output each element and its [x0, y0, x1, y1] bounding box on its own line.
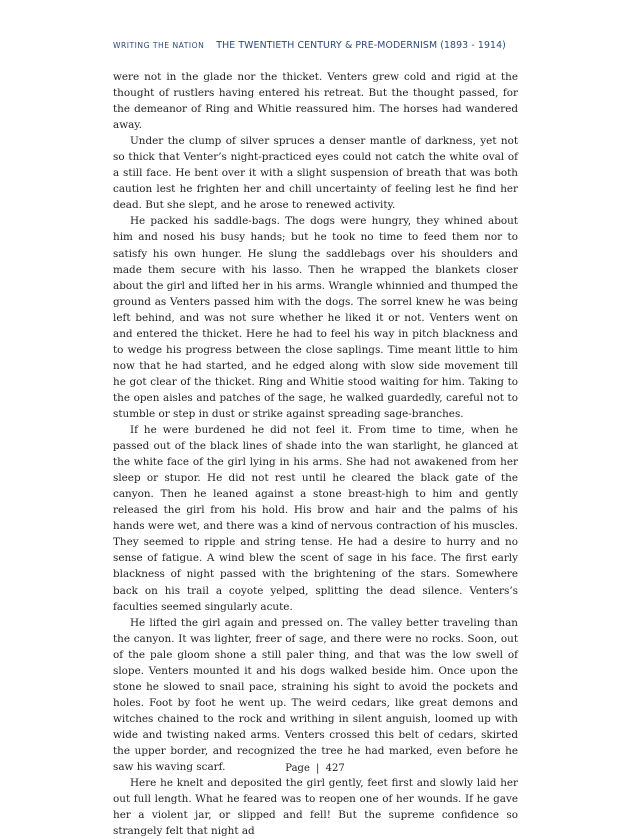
page-footer: [0, 763, 630, 774]
page-separator: |: [316, 763, 320, 774]
paragraph-1: were not in the glade nor the thicket. Venters grew cold and rigid at the thought of rustlers having entered his retreat. But the thought passed, for the demeanor of Ring and Whitie reassured him. The horses had wandered away.: [113, 71, 518, 132]
paragraph-3: He packed his saddle-bags. The dogs were hungry, they whined about him and nosed his busy hands; but he took no time to feed them nor to satisfy his own hunger. He slung the saddlebags over his shoulders and made them secure with his lasso. Then he wrapped the blankets closer about the girl and lifted her in his arms. Wrangle whinnied and thumped the ground as Venters passed him with the dogs. The sorrel knew he was being left behind, and was not sure whether he liked it or not. Venters went on and entered the thicket. Here he had to feel his way in pitch blackness and to wedge his progress between the close saplings. Time meant little to him now that he had started, and he edged along with slow side movement till he got clear of the thicket. Ring and Whitie stood waiting for him. Taking to the open aisles and patches of the sage, he walked guardedly, careful not to stumble or step in dust or strike against spreading sage-branches.: [113, 215, 518, 420]
paragraph-2: Under the clump of silver spruces a denser mantle of darkness, yet not so thick that Venter’s night-practiced eyes could not catch the white oval of a still face. He bent over it with a slight suspension of breath that was both caution lest he frighten her and chill uncertainty of feeling lest he find her dead. But she slept, and he arose to renewed activity.: [113, 135, 518, 212]
paragraph-5: He lifted the girl again and pressed on. The valley better traveling than the canyon. It was lighter, freer of sage, and there were no rocks. Soon, out of the pale gloom shone a still paler thing, and that was the low swell of slope. Venters mounted it and his dogs walked beside him. Once upon the stone he slowed to snail pace, straining his sight to avoid the pockets and holes. Foot by foot he went up. The weird cedars, like great demons and witches chained to the rock and writhing in silent anguish, loomed up with wide and twisting naked arms. Venters crossed this belt of cedars, skirted the upper border, and recognized the tree he had marked, even before he saw his waving scarf.: [113, 616, 518, 774]
page-number: 427: [325, 763, 345, 774]
header-part-title: THE TWENTIETH CENTURY & PRE-MODERNISM (1893 - 1914): [216, 40, 506, 51]
header-series-title: WRITING THE NATION: [113, 41, 205, 50]
paragraph-4: If he were burdened he did not feel it. From time to time, when he passed out of the black lines of shade into the wan starlight, he glanced at the white face of the girl lying in his arms. She had not awakened from her sleep or stupor. He did not rest until he cleared the black gate of the canyon. Then he leaned against a stone breast-high to him and gently released the girl from his hold. His brow and hair and the palms of his hands were wet, and there was a kind of nervous contraction of his muscles. They seemed to ripple and string tense. He had a desire to hurry and no sense of fatigue. A wind blew the scent of sage in his face. The first early blackness of night passed with the brightening of the stars. Somewhere back on his trail a coyote yelped, splitting the dead silence. Venters’s faculties seemed singularly acute.: [113, 424, 518, 613]
body-text: [113, 69, 518, 839]
running-header: [113, 40, 533, 51]
paragraph-6: Here he knelt and deposited the girl gently, feet first and slowly laid her out full length. What he feared was to reopen one of her wounds. If he gave her a violent jar, or slipped and fell! But the supreme confidence so strangely felt that night ad: [113, 777, 518, 838]
page-label: Page: [285, 763, 310, 774]
